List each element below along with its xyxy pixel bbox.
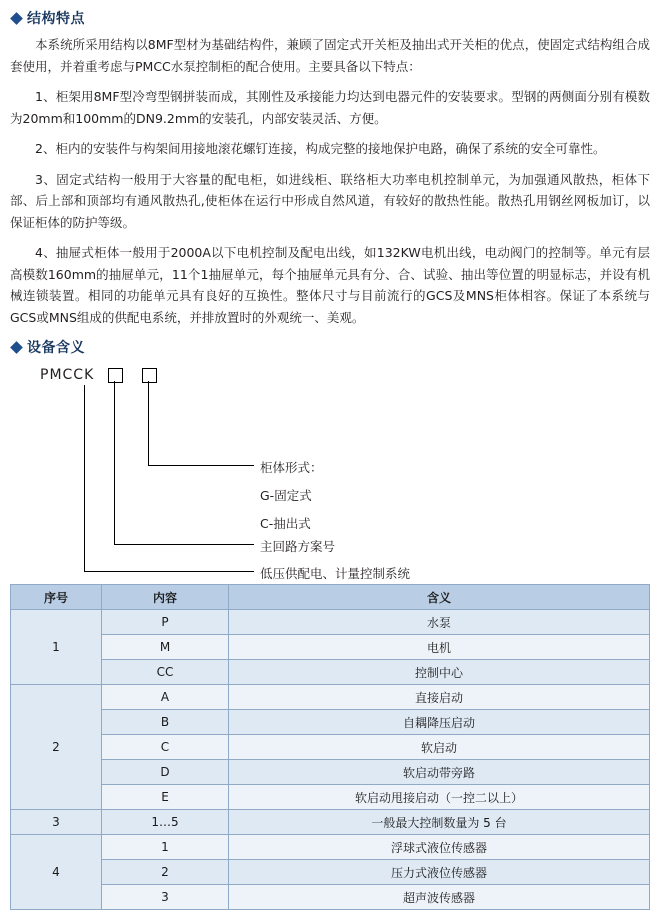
table-row [11, 635, 650, 660]
code-box-1 [108, 368, 123, 383]
cell-content: P [102, 610, 229, 635]
label-cabinet-drawout: C-抽出式 [260, 516, 311, 531]
section-heading-device-meaning [12, 337, 650, 357]
cell-content: 3 [102, 885, 229, 910]
leader-line-horizontal-system [84, 571, 254, 572]
diamond-bullet-icon [10, 12, 23, 25]
leader-line-horizontal-circuit-plan [114, 544, 254, 545]
cell-meaning: 软启动甩接启动（一控二以上） [229, 785, 650, 810]
cell-group-no: 3 [11, 810, 102, 835]
table-row [11, 860, 650, 885]
table-row [11, 760, 650, 785]
cell-meaning: 一般最大控制数量为 5 台 [229, 810, 650, 835]
section-title: 设备含义 [27, 340, 85, 356]
cell-content: C [102, 735, 229, 760]
cell-meaning: 软启动带旁路 [229, 760, 650, 785]
cell-meaning: 软启动 [229, 735, 650, 760]
table-row [11, 710, 650, 735]
table-row [11, 835, 650, 860]
cell-content: 1…5 [102, 810, 229, 835]
cell-content: 1 [102, 835, 229, 860]
paragraph-intro: 本系统所采用结构以8MF型材为基础结构件，兼顾了固定式开关柜及抽出式开关柜的优点，使固定式结构组合成套使用，并着重考虑与PMCC水泵控制柜的配合使用。主要具备以下特点： [10, 37, 650, 74]
label-cabinet-type: 柜体形式： [260, 460, 323, 475]
cell-content: D [102, 760, 229, 785]
cell-group-no: 1 [11, 610, 102, 685]
table-row [11, 735, 650, 760]
paragraph-item-4: 4、抽屉式柜体一般用于2000A以下电机控制及配电出线，如132KW电机出线，电动阀门的控制等。单元有层高模数160mm的抽屉单元，11个1抽屉单元，每个抽屉单元具有分、合、试验、抽出等位置的明显标志，并设有机械连锁装置。相同的功能单元具有良好的互换性。整体尺寸与目前流行的GCS及MNS柜体相容。保证了本系统与GCS或MNS组成的供配电系统，并排放置时的外观统一、美观。 [10, 245, 650, 325]
cell-meaning: 直接启动 [229, 685, 650, 710]
cell-meaning: 浮球式液位传感器 [229, 835, 650, 860]
label-system: 低压供配电、计量控制系统 [260, 566, 411, 581]
table-body [11, 610, 650, 910]
model-code-diagram [10, 363, 650, 581]
table-row [11, 810, 650, 835]
paragraph-item-3: 3、固定式结构一般用于大容量的配电柜，如进线柜、联络柜大功率电机控制单元，为加强通风散热，柜体下部、后上部和顶部均有通风散热孔,使柜体在运行中形成自然风道，有较好的散热性能。散热孔用钢丝网板加订，以保证柜体的防护等级。 [10, 171, 650, 230]
cell-meaning: 压力式液位传感器 [229, 860, 650, 885]
cell-meaning: 电机 [229, 635, 650, 660]
diamond-bullet-icon [10, 341, 23, 354]
leader-line-vertical-circuit-plan [114, 381, 115, 544]
cell-content: B [102, 710, 229, 735]
header-no: 序号 [11, 585, 102, 610]
label-cabinet-fixed: G-固定式 [260, 488, 312, 503]
cell-content: CC [102, 660, 229, 685]
cell-meaning: 自耦降压启动 [229, 710, 650, 735]
cell-meaning: 控制中心 [229, 660, 650, 685]
model-code-text: PMCCK [40, 367, 95, 383]
cell-meaning: 水泵 [229, 610, 650, 635]
header-meaning: 含义 [229, 585, 650, 610]
paragraph-item-1: 1、柜架用8MF型冷弯型钢拼装而成，其刚性及承接能力均达到电器元件的安装要求。型钢的两侧面分别有模数为20mm和100mm的DN9.2mm的安装孔，内部安装灵活、方便。 [10, 89, 650, 126]
table-row [11, 685, 650, 710]
paragraph-item-2: 2、柜内的安装件与构架间用接地滚花螺钉连接，构成完整的接地保护电路，确保了系统的安全可靠性。 [35, 141, 606, 156]
leader-line-vertical-system [84, 385, 85, 571]
table-row [11, 785, 650, 810]
table-row [11, 610, 650, 635]
cell-content: M [102, 635, 229, 660]
meaning-table [10, 584, 650, 910]
cell-group-no: 4 [11, 835, 102, 910]
label-circuit-plan: 主回路方案号 [260, 539, 336, 554]
table-row [11, 660, 650, 685]
leader-line-horizontal-cabinet-type [148, 465, 254, 466]
code-box-2 [142, 368, 157, 383]
table-row [11, 885, 650, 910]
cell-content: A [102, 685, 229, 710]
cell-content: E [102, 785, 229, 810]
leader-line-vertical-cabinet-type [148, 381, 149, 465]
cell-content: 2 [102, 860, 229, 885]
table-header-row [11, 585, 650, 610]
header-content: 内容 [102, 585, 229, 610]
section-title: 结构特点 [27, 11, 85, 27]
cell-group-no: 2 [11, 685, 102, 810]
cell-meaning: 超声波传感器 [229, 885, 650, 910]
section-heading-structure [12, 8, 650, 28]
